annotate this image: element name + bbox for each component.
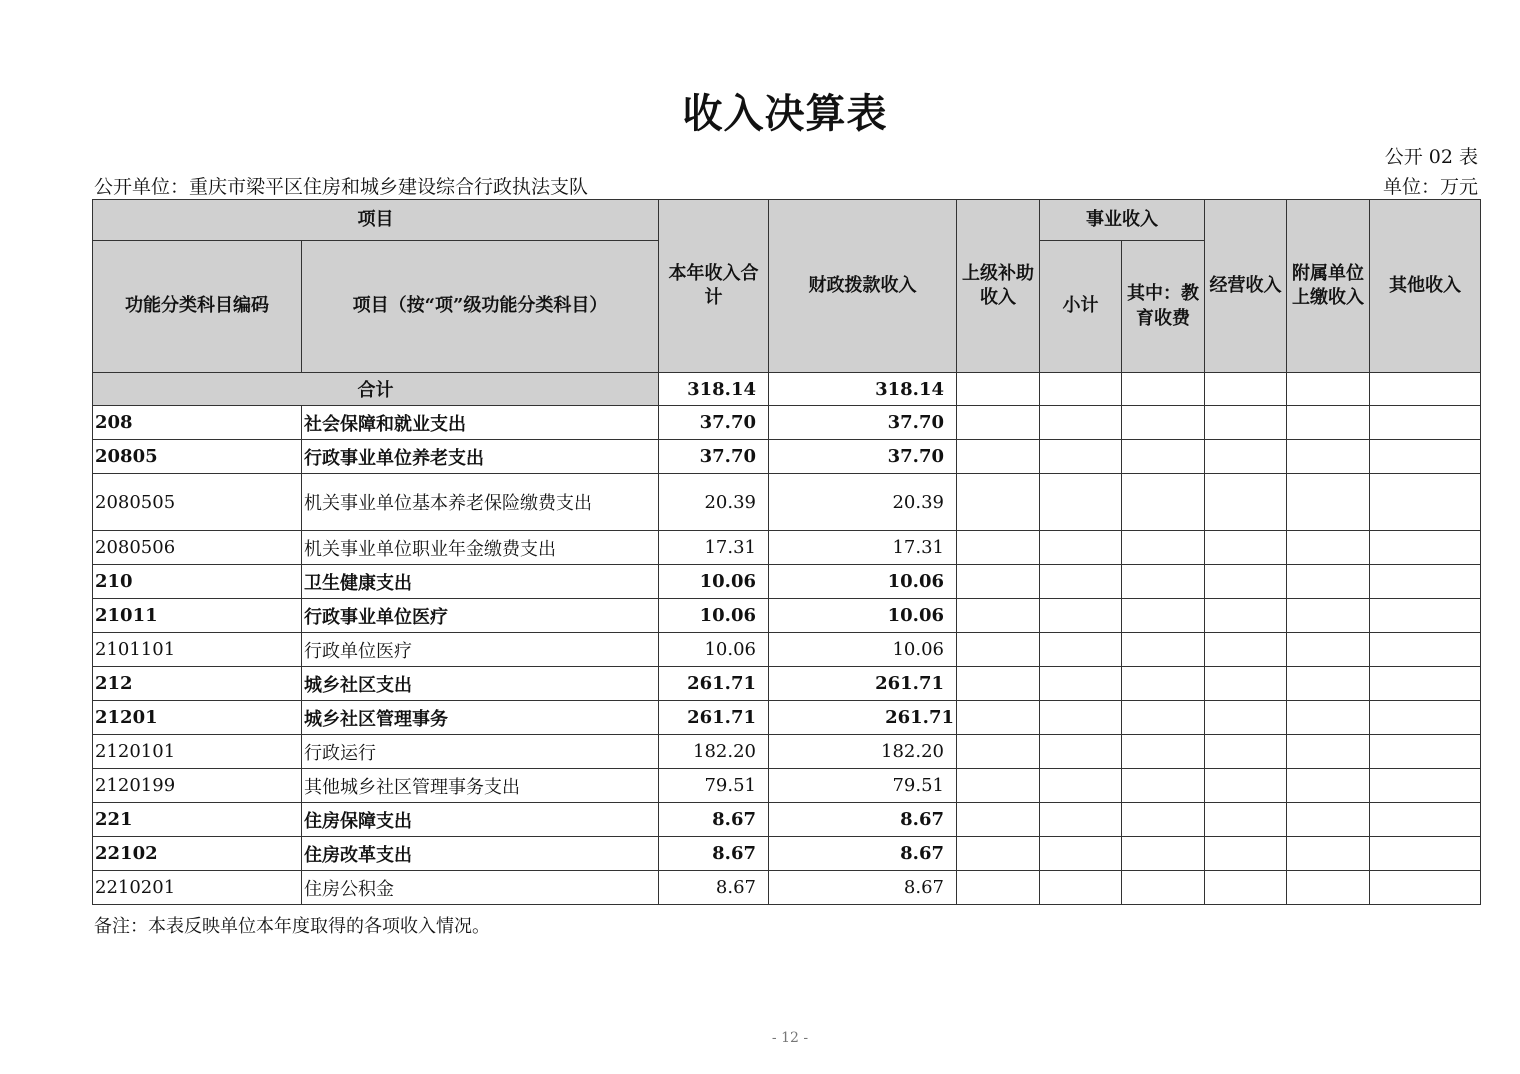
table-row xyxy=(93,701,1481,735)
reporting-unit: 公开单位：重庆市梁平区住房和城乡建设综合行政执法支队 xyxy=(94,176,589,198)
header-fiscal: 财政拨款收入 xyxy=(769,200,957,373)
row-code: 212 xyxy=(93,667,302,701)
table-row xyxy=(93,440,1481,474)
row-name: 住房保障支出 xyxy=(302,803,659,837)
header-education: 其中：教育收费 xyxy=(1122,241,1205,373)
row-fiscal: 17.31 xyxy=(769,531,957,565)
row-code: 221 xyxy=(93,803,302,837)
row-fiscal: 37.70 xyxy=(769,440,957,474)
header-subtotal: 小计 xyxy=(1040,241,1122,373)
row-fiscal: 8.67 xyxy=(769,871,957,905)
table-row xyxy=(93,599,1481,633)
row-fiscal: 261.71 xyxy=(769,667,957,701)
table-row xyxy=(93,633,1481,667)
table-row xyxy=(93,531,1481,565)
row-code: 2080506 xyxy=(93,531,302,565)
row-fiscal: 10.06 xyxy=(769,599,957,633)
header-total-income: 本年收入合计 xyxy=(659,200,769,373)
row-total: 10.06 xyxy=(659,565,769,599)
total-fiscal-value: 318.14 xyxy=(769,373,957,406)
row-total: 17.31 xyxy=(659,531,769,565)
row-total: 20.39 xyxy=(659,474,769,531)
row-name: 行政单位医疗 xyxy=(302,633,659,667)
row-name: 住房公积金 xyxy=(302,871,659,905)
table-row xyxy=(93,803,1481,837)
row-total: 8.67 xyxy=(659,837,769,871)
row-name: 城乡社区支出 xyxy=(302,667,659,701)
table-row xyxy=(93,667,1481,701)
row-code: 21201 xyxy=(93,701,302,735)
header-item: 项目（按“项”级功能分类科目） xyxy=(302,241,659,373)
row-total: 37.70 xyxy=(659,440,769,474)
header-other: 其他收入 xyxy=(1370,200,1481,373)
row-fiscal: 10.06 xyxy=(769,633,957,667)
total-row xyxy=(93,373,1481,406)
total-label: 合计 xyxy=(93,373,659,406)
row-fiscal: 79.51 xyxy=(769,769,957,803)
row-fiscal: 8.67 xyxy=(769,803,957,837)
income-table xyxy=(92,199,1481,905)
form-number: 公开 02 表 xyxy=(1384,146,1478,168)
row-total: 10.06 xyxy=(659,633,769,667)
row-code: 22102 xyxy=(93,837,302,871)
row-name: 卫生健康支出 xyxy=(302,565,659,599)
row-name: 行政运行 xyxy=(302,735,659,769)
header-operating: 经营收入 xyxy=(1205,200,1287,373)
row-code: 20805 xyxy=(93,440,302,474)
row-fiscal: 182.20 xyxy=(769,735,957,769)
row-total: 79.51 xyxy=(659,769,769,803)
row-fiscal: 20.39 xyxy=(769,474,957,531)
row-code: 2101101 xyxy=(93,633,302,667)
row-code: 208 xyxy=(93,406,302,440)
row-name: 住房改革支出 xyxy=(302,837,659,871)
table-row xyxy=(93,735,1481,769)
row-total: 8.67 xyxy=(659,803,769,837)
total-income-value: 318.14 xyxy=(659,373,769,406)
row-name: 行政事业单位医疗 xyxy=(302,599,659,633)
row-code: 2080505 xyxy=(93,474,302,531)
row-code: 2210201 xyxy=(93,871,302,905)
table-row xyxy=(93,769,1481,803)
page-number: - 12 - xyxy=(771,1030,809,1046)
row-total: 261.71 xyxy=(659,701,769,735)
document-title: 收入决算表 xyxy=(682,90,888,137)
row-name: 行政事业单位养老支出 xyxy=(302,440,659,474)
currency-unit: 单位：万元 xyxy=(1382,176,1478,198)
row-total: 182.20 xyxy=(659,735,769,769)
row-total: 8.67 xyxy=(659,871,769,905)
row-fiscal: 8.67 xyxy=(769,837,957,871)
table-row xyxy=(93,474,1481,531)
table-row xyxy=(93,837,1481,871)
header-affiliated: 附属单位上缴收入 xyxy=(1287,200,1370,373)
row-code: 21011 xyxy=(93,599,302,633)
header-business-group: 事业收入 xyxy=(1040,200,1205,241)
header-superior: 上级补助收入 xyxy=(957,200,1040,373)
row-total: 261.71 xyxy=(659,667,769,701)
row-code: 2120199 xyxy=(93,769,302,803)
row-name: 社会保障和就业支出 xyxy=(302,406,659,440)
row-code: 210 xyxy=(93,565,302,599)
row-name: 机关事业单位基本养老保险缴费支出 xyxy=(302,474,659,531)
row-name: 其他城乡社区管理事务支出 xyxy=(302,769,659,803)
table-row xyxy=(93,565,1481,599)
table-note: 备注：本表反映单位本年度取得的各项收入情况。 xyxy=(94,916,490,937)
table-row xyxy=(93,871,1481,905)
row-total: 37.70 xyxy=(659,406,769,440)
header-code: 功能分类科目编码 xyxy=(93,241,302,373)
row-fiscal: 37.70 xyxy=(769,406,957,440)
table-row xyxy=(93,406,1481,440)
row-name: 机关事业单位职业年金缴费支出 xyxy=(302,531,659,565)
row-total: 10.06 xyxy=(659,599,769,633)
row-code: 2120101 xyxy=(93,735,302,769)
header-project-group: 项目 xyxy=(93,200,659,241)
row-fiscal: 10.06 xyxy=(769,565,957,599)
row-fiscal: 261.71 xyxy=(769,701,957,735)
row-name: 城乡社区管理事务 xyxy=(302,701,659,735)
